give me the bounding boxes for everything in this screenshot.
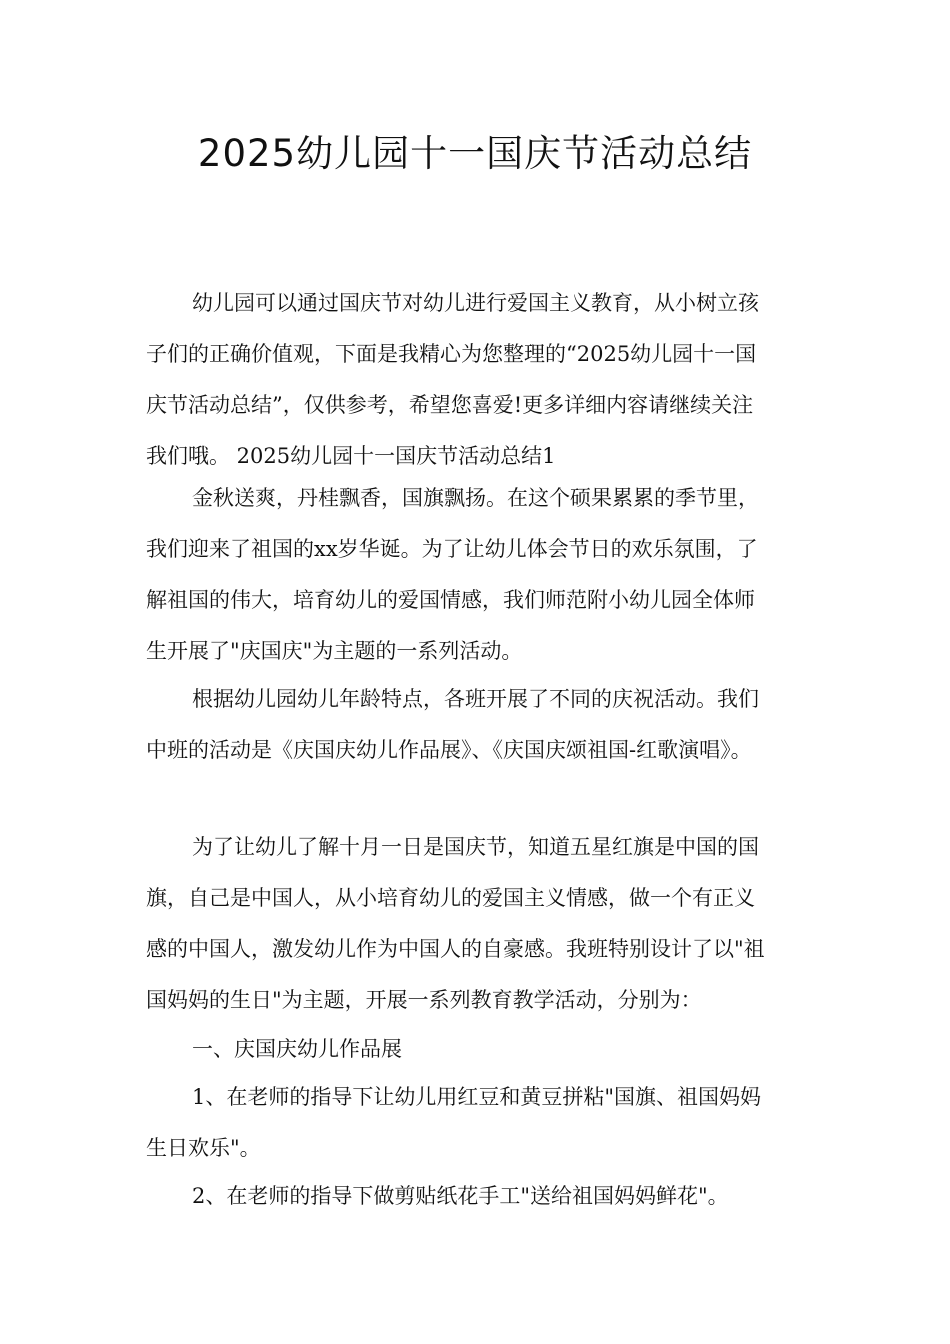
paragraph-line: 子们的正确价值观，下面是我精心为您整理的“2025幼儿园十一国: [146, 342, 757, 366]
paragraph-line: 国妈妈的生日"为主题，开展一系列教育教学活动，分别为：: [146, 988, 702, 1012]
paragraph-line: 为了让幼儿了解十月一日是国庆节，知道五星红旗是中国的国: [192, 835, 759, 859]
paragraph-line: 幼儿园可以通过国庆节对幼儿进行爱国主义教育，从小树立孩: [192, 291, 759, 315]
paragraph-line: 我们迎来了祖国的xx岁华诞。为了让幼儿体会节日的欢乐氛围，了: [146, 537, 758, 561]
paragraph-line: 我们哦。 2025幼儿园十一国庆节活动总结1: [146, 444, 556, 468]
list-item: [146, 1072, 836, 1174]
paragraph-autumn: [146, 473, 836, 677]
paragraph-line: 解祖国的伟大，培育幼儿的爱国情感，我们师范附小幼儿园全体师: [146, 588, 755, 612]
paragraph-purpose: [146, 822, 836, 1026]
paragraph-line: 生日欢乐"。: [146, 1136, 261, 1160]
paragraph-line: 金秋送爽，丹桂飘香，国旗飘扬。在这个硕果累累的季节里，: [192, 486, 759, 510]
paragraph-intro: [146, 278, 836, 482]
list-item: [146, 1171, 836, 1222]
document-title: 2025幼儿园十一国庆节活动总结: [197, 132, 753, 175]
paragraph-line: 根据幼儿园幼儿年龄特点，各班开展了不同的庆祝活动。我们: [192, 687, 759, 711]
paragraph-line: 1、在老师的指导下让幼儿用红豆和黄豆拼粘"国旗、祖国妈妈: [192, 1085, 762, 1109]
paragraph-line: 旗，自己是中国人，从小培育幼儿的爱国主义情感，做一个有正义: [146, 886, 755, 910]
paragraph-line: 2、在老师的指导下做剪贴纸花手工"送给祖国妈妈鲜花"。: [192, 1184, 729, 1208]
paragraph-line: 中班的活动是《庆国庆幼儿作品展》、《庆国庆颂祖国-红歌演唱》。: [146, 738, 752, 762]
paragraph-line: 感的中国人，激发幼儿作为中国人的自豪感。我班特别设计了以"祖: [146, 937, 765, 961]
paragraph-line: 庆节活动总结”，仅供参考，希望您喜爱!更多详细内容请继续关注: [146, 393, 754, 417]
section-heading: [146, 1024, 836, 1075]
paragraph-line: 生开展了"庆国庆"为主题的一系列活动。: [146, 639, 523, 663]
section-heading-text: 一、庆国庆幼儿作品展: [192, 1037, 402, 1061]
paragraph-activities: [146, 674, 836, 776]
